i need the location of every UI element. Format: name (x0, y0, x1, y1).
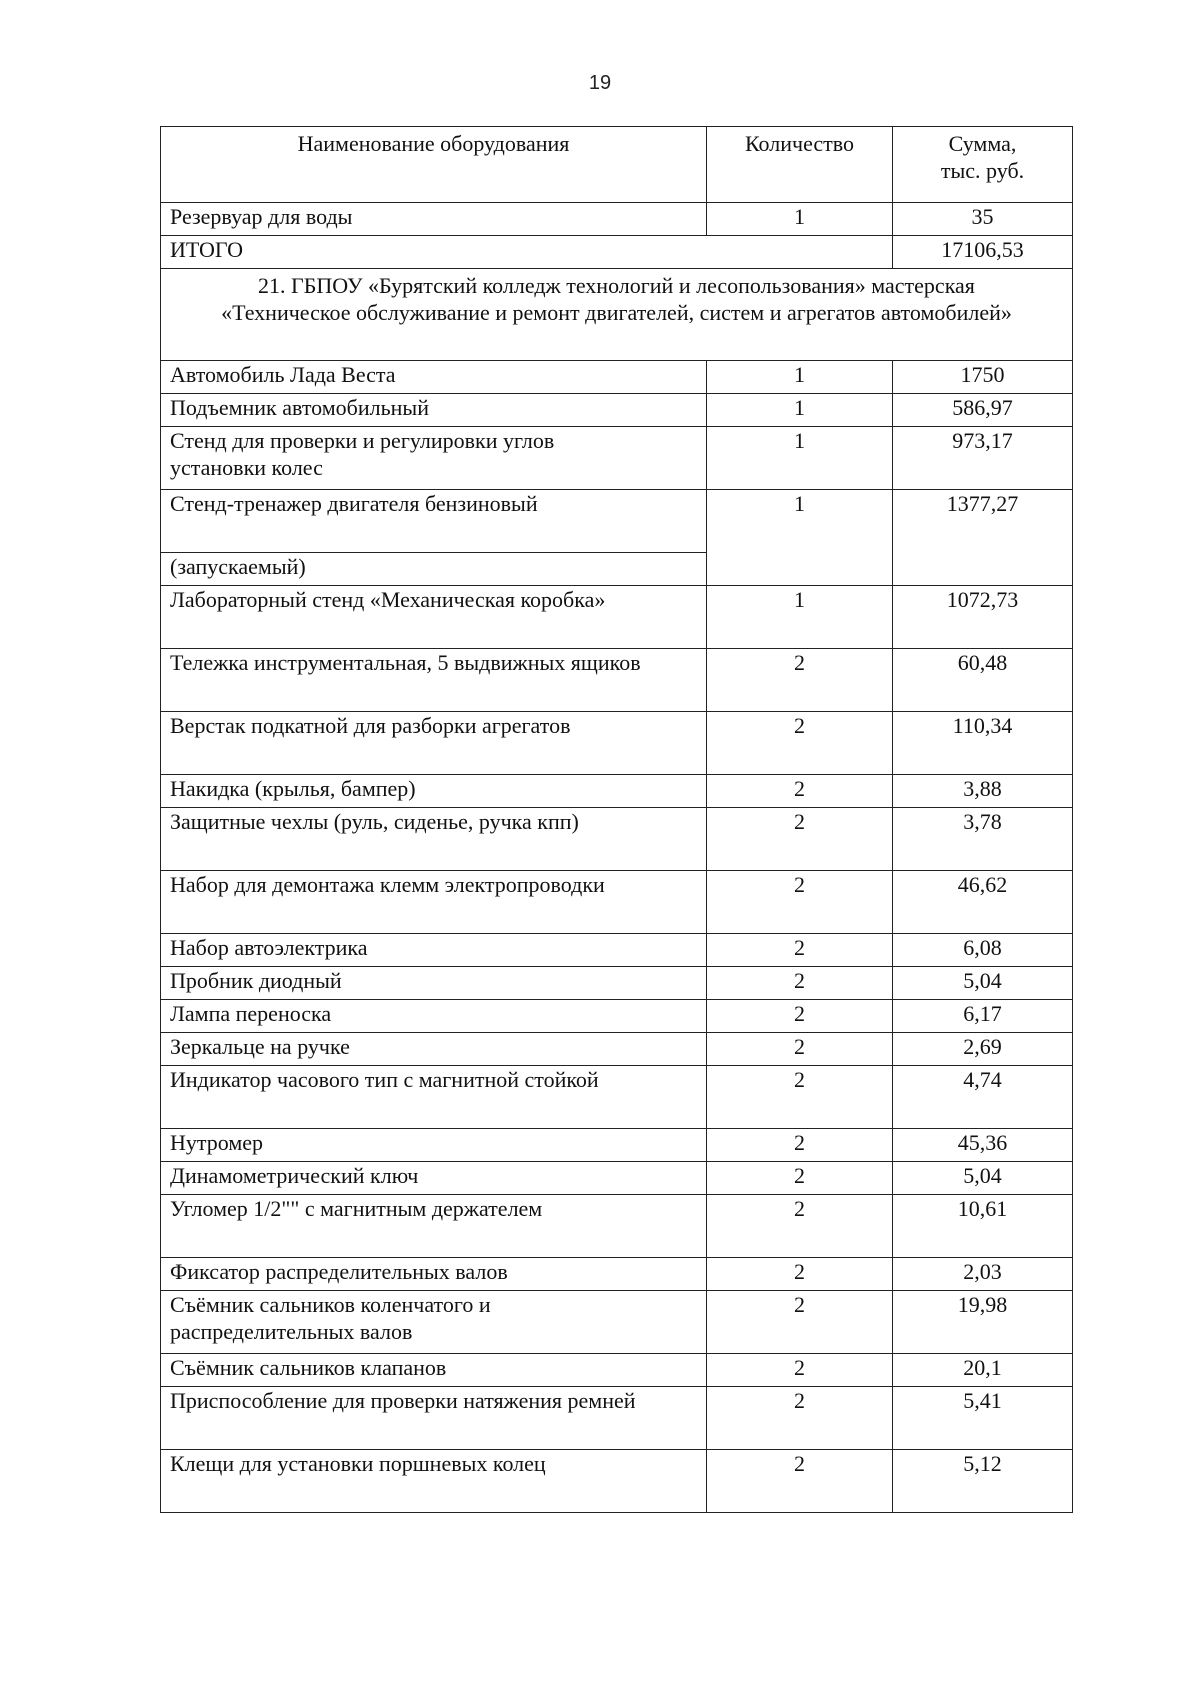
row-name: Набор автоэлектрика (161, 934, 707, 967)
row-sum: 1072,73 (893, 586, 1073, 649)
table-row (161, 808, 1073, 871)
table-row (161, 490, 1073, 553)
table-row (161, 427, 1073, 490)
row-name: Угломер 1/2"" с магнитным держателем (161, 1195, 707, 1258)
row-qty: 1 (707, 394, 893, 427)
row-sum: 4,74 (893, 1066, 1073, 1129)
row-sum: 2,69 (893, 1033, 1073, 1066)
row-name: Лампа переноска (161, 1000, 707, 1033)
row-name-line2: (запускаемый) (161, 553, 707, 586)
row-name-line2: установки колес (170, 455, 323, 480)
row-qty: 2 (707, 1291, 893, 1354)
table-row (161, 967, 1073, 1000)
header-name: Наименование оборудования (161, 127, 707, 203)
row-sum: 3,88 (893, 775, 1073, 808)
row-name: Клещи для установки поршневых колец (161, 1450, 707, 1513)
row-name: Набор для демонтажа клемм электропроводки (161, 871, 707, 934)
row-sum: 110,34 (893, 712, 1073, 775)
row-sum: 5,41 (893, 1387, 1073, 1450)
row-qty: 2 (707, 1033, 893, 1066)
total-row (161, 236, 1073, 269)
row-sum: 586,97 (893, 394, 1073, 427)
row-qty: 2 (707, 1129, 893, 1162)
row-name: Тележка инструментальная, 5 выдвижных ящиков (161, 649, 707, 712)
row-sum: 1750 (893, 361, 1073, 394)
header-sum-line2: тыс. руб. (940, 158, 1025, 183)
row-name (161, 427, 707, 490)
page-number: 19 (588, 72, 612, 94)
total-label: ИТОГО (161, 236, 893, 269)
row-qty: 2 (707, 1387, 893, 1450)
row-name: Пробник диодный (161, 967, 707, 1000)
table-row (161, 775, 1073, 808)
table-row (161, 1066, 1073, 1129)
row-qty: 1 (707, 586, 893, 649)
row-name: Нутромер (161, 1129, 707, 1162)
row-name: Зеркальце на ручке (161, 1033, 707, 1066)
table-row (161, 1129, 1073, 1162)
row-name: Лабораторный стенд «Механическая коробка» (161, 586, 707, 649)
table-row (161, 1033, 1073, 1066)
equipment-table (160, 126, 1073, 1513)
row-qty: 1 (707, 361, 893, 394)
section-heading-line2: «Техническое обслуживание и ремонт двигателей, систем и агрегатов автомобилей» (221, 300, 1012, 325)
row-sum: 45,36 (893, 1129, 1073, 1162)
row-qty: 2 (707, 1066, 893, 1129)
row-qty: 1 (707, 203, 893, 236)
row-sum: 5,04 (893, 967, 1073, 1000)
section-heading-line1: 21. ГБПОУ «Бурятский колледж технологий и лесопользования» мастерская (258, 273, 975, 298)
table-header-row (161, 127, 1073, 203)
row-qty: 2 (707, 1195, 893, 1258)
row-qty: 2 (707, 967, 893, 1000)
row-name: Индикатор часового тип с магнитной стойкой (161, 1066, 707, 1129)
row-sum: 5,04 (893, 1162, 1073, 1195)
row-name: Приспособление для проверки натяжения ремней (161, 1387, 707, 1450)
row-sum: 10,61 (893, 1195, 1073, 1258)
header-sum-line1: Сумма, (948, 131, 1017, 156)
row-name: Динамометрический ключ (161, 1162, 707, 1195)
row-qty: 2 (707, 775, 893, 808)
table-row (161, 586, 1073, 649)
table-row (161, 1450, 1073, 1513)
table-row (161, 934, 1073, 967)
row-name: Автомобиль Лада Веста (161, 361, 707, 394)
row-sum: 19,98 (893, 1291, 1073, 1354)
row-name: Верстак подкатной для разборки агрегатов (161, 712, 707, 775)
row-name-line2: распределительных валов (170, 1319, 413, 1344)
row-qty: 2 (707, 1258, 893, 1291)
row-name: Резервуар для воды (161, 203, 707, 236)
row-sum: 2,03 (893, 1258, 1073, 1291)
section-heading (161, 269, 1073, 361)
row-name: Фиксатор распределительных валов (161, 1258, 707, 1291)
row-name: Съёмник сальников клапанов (161, 1354, 707, 1387)
table-row (161, 1354, 1073, 1387)
row-qty: 2 (707, 1450, 893, 1513)
header-qty: Количество (707, 127, 893, 203)
table-row (161, 361, 1073, 394)
section-heading-row (161, 269, 1073, 361)
row-qty: 2 (707, 712, 893, 775)
row-name: Подъемник автомобильный (161, 394, 707, 427)
row-qty: 2 (707, 1000, 893, 1033)
row-qty: 2 (707, 1354, 893, 1387)
table-row (161, 1258, 1073, 1291)
row-qty: 2 (707, 649, 893, 712)
row-qty: 2 (707, 934, 893, 967)
row-qty: 1 (707, 427, 893, 490)
row-name-line1: Стенд-тренажер двигателя бензиновый (161, 490, 707, 553)
header-sum (893, 127, 1073, 203)
row-name: Защитные чехлы (руль, сиденье, ручка кпп) (161, 808, 707, 871)
row-name (161, 1291, 707, 1354)
row-qty: 2 (707, 1162, 893, 1195)
table-row (161, 1162, 1073, 1195)
table-row (161, 649, 1073, 712)
row-sum: 3,78 (893, 808, 1073, 871)
total-sum: 17106,53 (893, 236, 1073, 269)
row-sum: 35 (893, 203, 1073, 236)
row-sum: 1377,27 (893, 490, 1073, 586)
row-sum: 20,1 (893, 1354, 1073, 1387)
row-name-line1: Съёмник сальников коленчатого и (170, 1292, 491, 1317)
row-sum: 46,62 (893, 871, 1073, 934)
table-row (161, 871, 1073, 934)
table-row (161, 1387, 1073, 1450)
table-row (161, 394, 1073, 427)
row-sum: 6,17 (893, 1000, 1073, 1033)
table-row (161, 203, 1073, 236)
row-sum: 6,08 (893, 934, 1073, 967)
table-row (161, 712, 1073, 775)
row-sum: 60,48 (893, 649, 1073, 712)
row-name-line1: Стенд для проверки и регулировки углов (170, 428, 555, 453)
table-row (161, 1000, 1073, 1033)
row-qty: 2 (707, 808, 893, 871)
row-sum: 5,12 (893, 1450, 1073, 1513)
table-row (161, 1291, 1073, 1354)
row-qty: 2 (707, 871, 893, 934)
row-name: Накидка (крылья, бампер) (161, 775, 707, 808)
row-qty: 1 (707, 490, 893, 586)
row-sum: 973,17 (893, 427, 1073, 490)
table-row (161, 1195, 1073, 1258)
